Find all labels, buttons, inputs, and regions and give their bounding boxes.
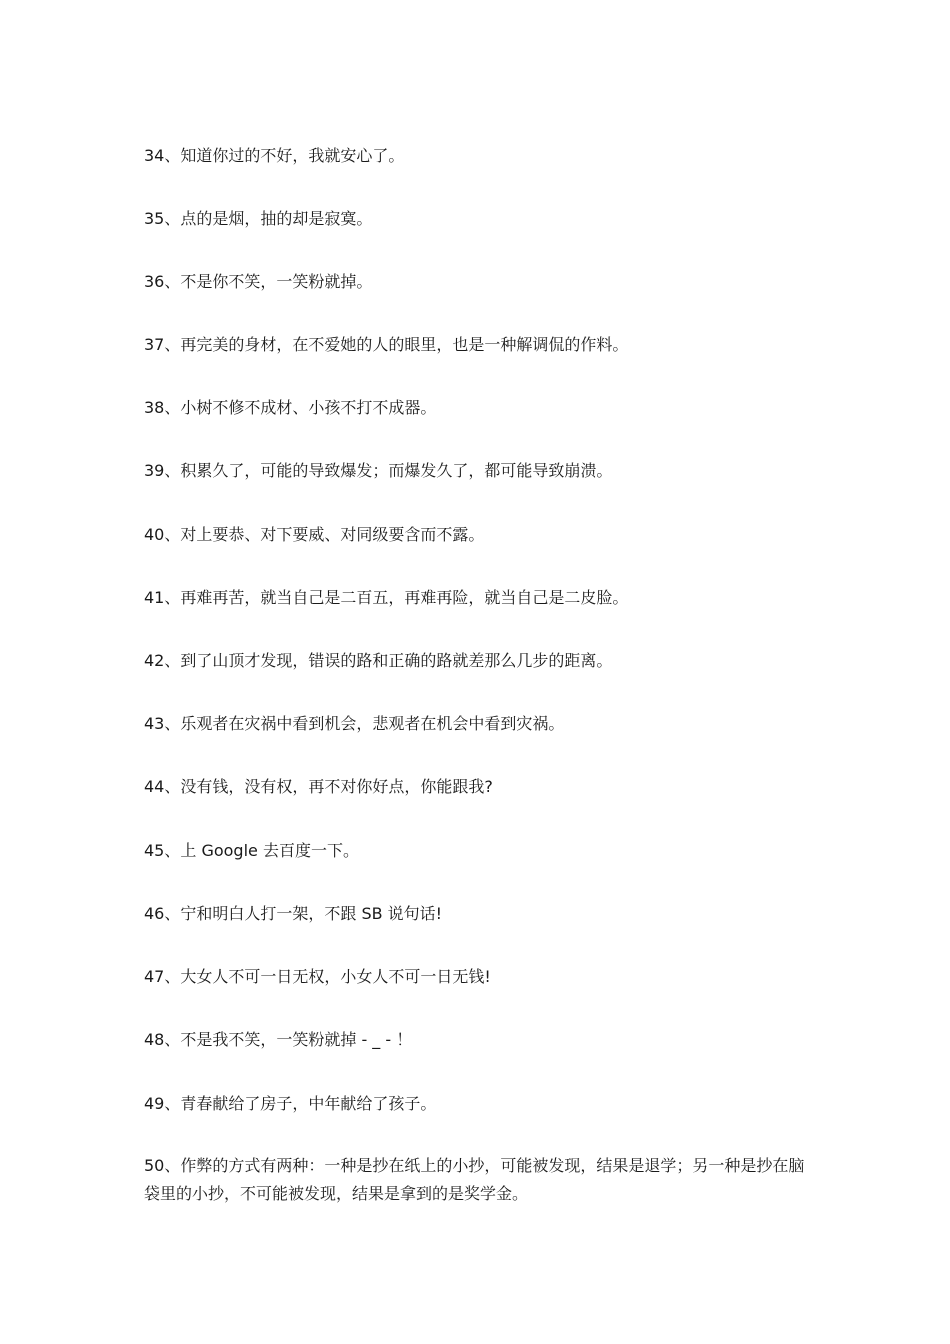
quote-48: 48、不是我不笑，一笑粉就掉 - _ - ！ [144,1030,413,1049]
quote-40: 40、对上要恭、对下要威、对同级要含而不露。 [144,525,485,544]
quote-36: 36、不是你不笑，一笑粉就掉。 [144,272,373,291]
quote-47: 47、大女人不可一日无权，小女人不可一日无钱! [144,967,491,986]
quote-45: 45、上 Google 去百度一下。 [144,841,359,860]
quote-49: 49、青春献给了房子，中年献给了孩子。 [144,1094,437,1113]
quote-35: 35、点的是烟，抽的却是寂寞。 [144,209,373,228]
quote-42: 42、到了山顶才发现，错误的路和正确的路就差那么几步的距离。 [144,651,613,670]
quote-38: 38、小树不修不成材、小孩不打不成器。 [144,398,437,417]
quote-41: 41、再难再苦，就当自己是二百五，再难再险，就当自己是二皮脸。 [144,588,629,607]
quote-43: 43、乐观者在灾祸中看到机会，悲观者在机会中看到灾祸。 [144,714,565,733]
quote-46: 46、宁和明白人打一架，不跟 SB 说句话! [144,904,443,923]
quote-44: 44、没有钱，没有权，再不对你好点，你能跟我? [144,777,493,796]
quote-34: 34、知道你过的不好，我就安心了。 [144,146,405,165]
quote-50: 50、作弊的方式有两种：一种是抄在纸上的小抄，可能被发现，结果是退学；另一种是抄在脑袋里的小抄，不可能被发现，结果是拿到的是奖学金。 [144,1156,805,1203]
quote-39: 39、积累久了，可能的导致爆发；而爆发久了，都可能导致崩溃。 [144,461,613,480]
quote-37: 37、再完美的身材，在不爱她的人的眼里，也是一种解调侃的作料。 [144,335,629,354]
